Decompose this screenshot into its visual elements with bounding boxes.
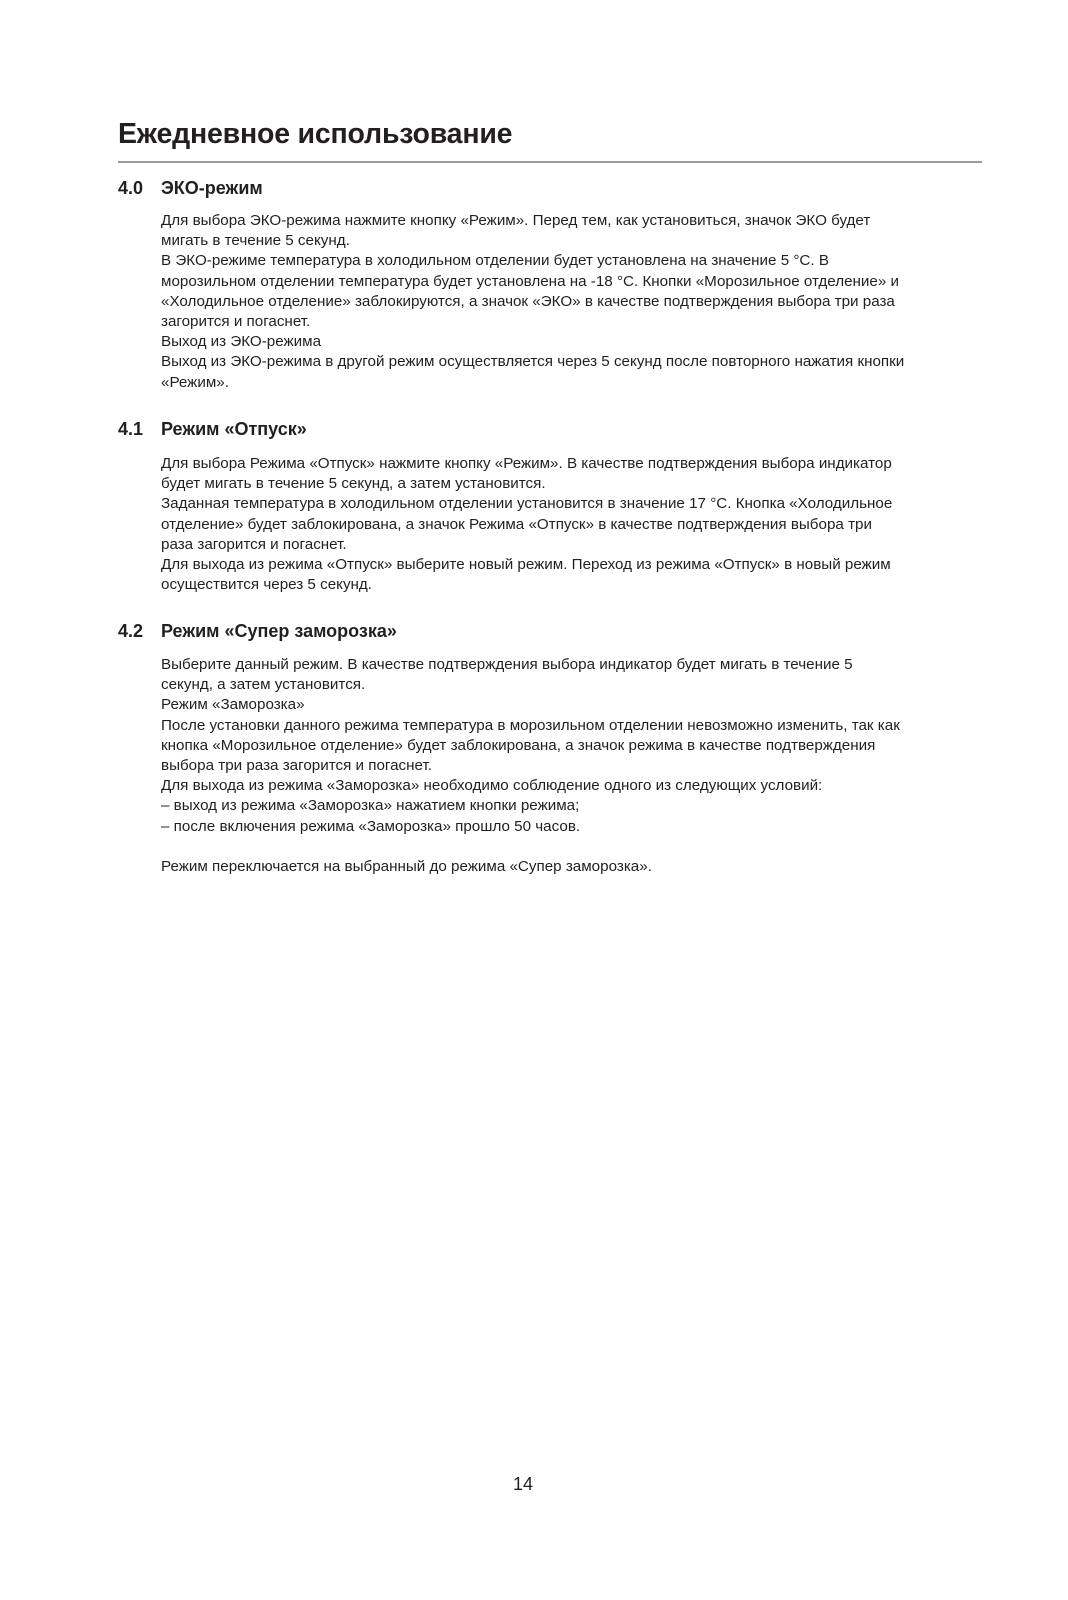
text-line: Заданная температура в холодильном отделении установится в значение 17 °C. Кнопка «Холодильное (161, 495, 893, 513)
page-title: Ежедневное использование (118, 118, 513, 150)
page-number: 14 (512, 1474, 534, 1494)
text-line: секунд, а затем установится. (161, 676, 366, 694)
text-line: В ЭКО-режиме температура в холодильном отделении будет установлена на значение 5 °C. В (161, 252, 829, 270)
text-line: Режим «Заморозка» (161, 696, 305, 714)
section-heading-vacation (118, 419, 307, 440)
text-line: «Холодильное отделение» заблокируются, а значок «ЭКО» в качестве подтверждения выбора три раза (161, 292, 895, 310)
text-line: кнопка «Морозильное отделение» будет заблокирована, а значок режима в качестве подтверждения (161, 736, 876, 754)
section-title: Режим «Супер заморозка» (161, 621, 397, 641)
text-line: После установки данного режима температура в морозильном отделении невозможно изменить, так как (161, 716, 900, 734)
text-line: мигать в течение 5 секунд. (161, 232, 350, 250)
text-line (161, 837, 900, 857)
text-line: морозильном отделении температура будет установлена на -18 °C. Кнопки «Морозильное отделение» и (161, 272, 899, 290)
text-line: выбора три раза загорится и погаснет. (161, 756, 432, 774)
text-line: будет мигать в течение 5 секунд, а затем установится. (161, 475, 546, 493)
text-line: Для выбора Режима «Отпуск» нажмите кнопку «Режим». В качестве подтверждения выбора индикатор (161, 455, 892, 472)
section-title: Режим «Отпуск» (161, 419, 307, 439)
section-number: 4.0 (118, 178, 144, 198)
text-line: Выберите данный режим. В качестве подтверждения выбора индикатор будет мигать в течение 5 (161, 656, 853, 673)
title-divider (118, 161, 982, 163)
text-line: Выход из ЭКО-режима в другой режим осуществляется через 5 секунд после повторного нажатия кнопки (161, 353, 905, 371)
text-line: отделение» будет заблокирована, а значок Режима «Отпуск» в качестве подтверждения выбора три (161, 515, 872, 533)
text-line: Для выхода из режима «Отпуск» выберите новый режим. Переход из режима «Отпуск» в новый режим (161, 555, 891, 573)
text-line: «Режим». (161, 373, 229, 391)
section-body-eco (161, 211, 904, 393)
text-line: Режим переключается на выбранный до режима «Супер заморозка». (161, 857, 652, 875)
text-line: загорится и погаснет. (161, 312, 311, 330)
text-line: осуществится через 5 секунд. (161, 576, 373, 594)
section-title: ЭКО-режим (161, 178, 263, 198)
text-line: – выход из режима «Заморозка» нажатием кнопки режима; (161, 797, 580, 815)
text-line: раза загорится и погаснет. (161, 535, 347, 553)
text-line: Для выхода из режима «Заморозка» необходимо соблюдение одного из следующих условий: (161, 777, 823, 795)
section-body-vacation (161, 454, 892, 595)
section-heading-eco (118, 178, 263, 199)
section-body-super-freeze (161, 655, 900, 877)
section-number: 4.2 (118, 621, 144, 641)
text-line: – после включения режима «Заморозка» прошло 50 часов. (161, 817, 581, 835)
section-number: 4.1 (118, 419, 144, 439)
text-line: Выход из ЭКО-режима (161, 333, 322, 351)
section-heading-super-freeze (118, 621, 397, 642)
text-line: Для выбора ЭКО-режима нажмите кнопку «Режим». Перед тем, как установиться, значок ЭКО будет (161, 212, 871, 229)
